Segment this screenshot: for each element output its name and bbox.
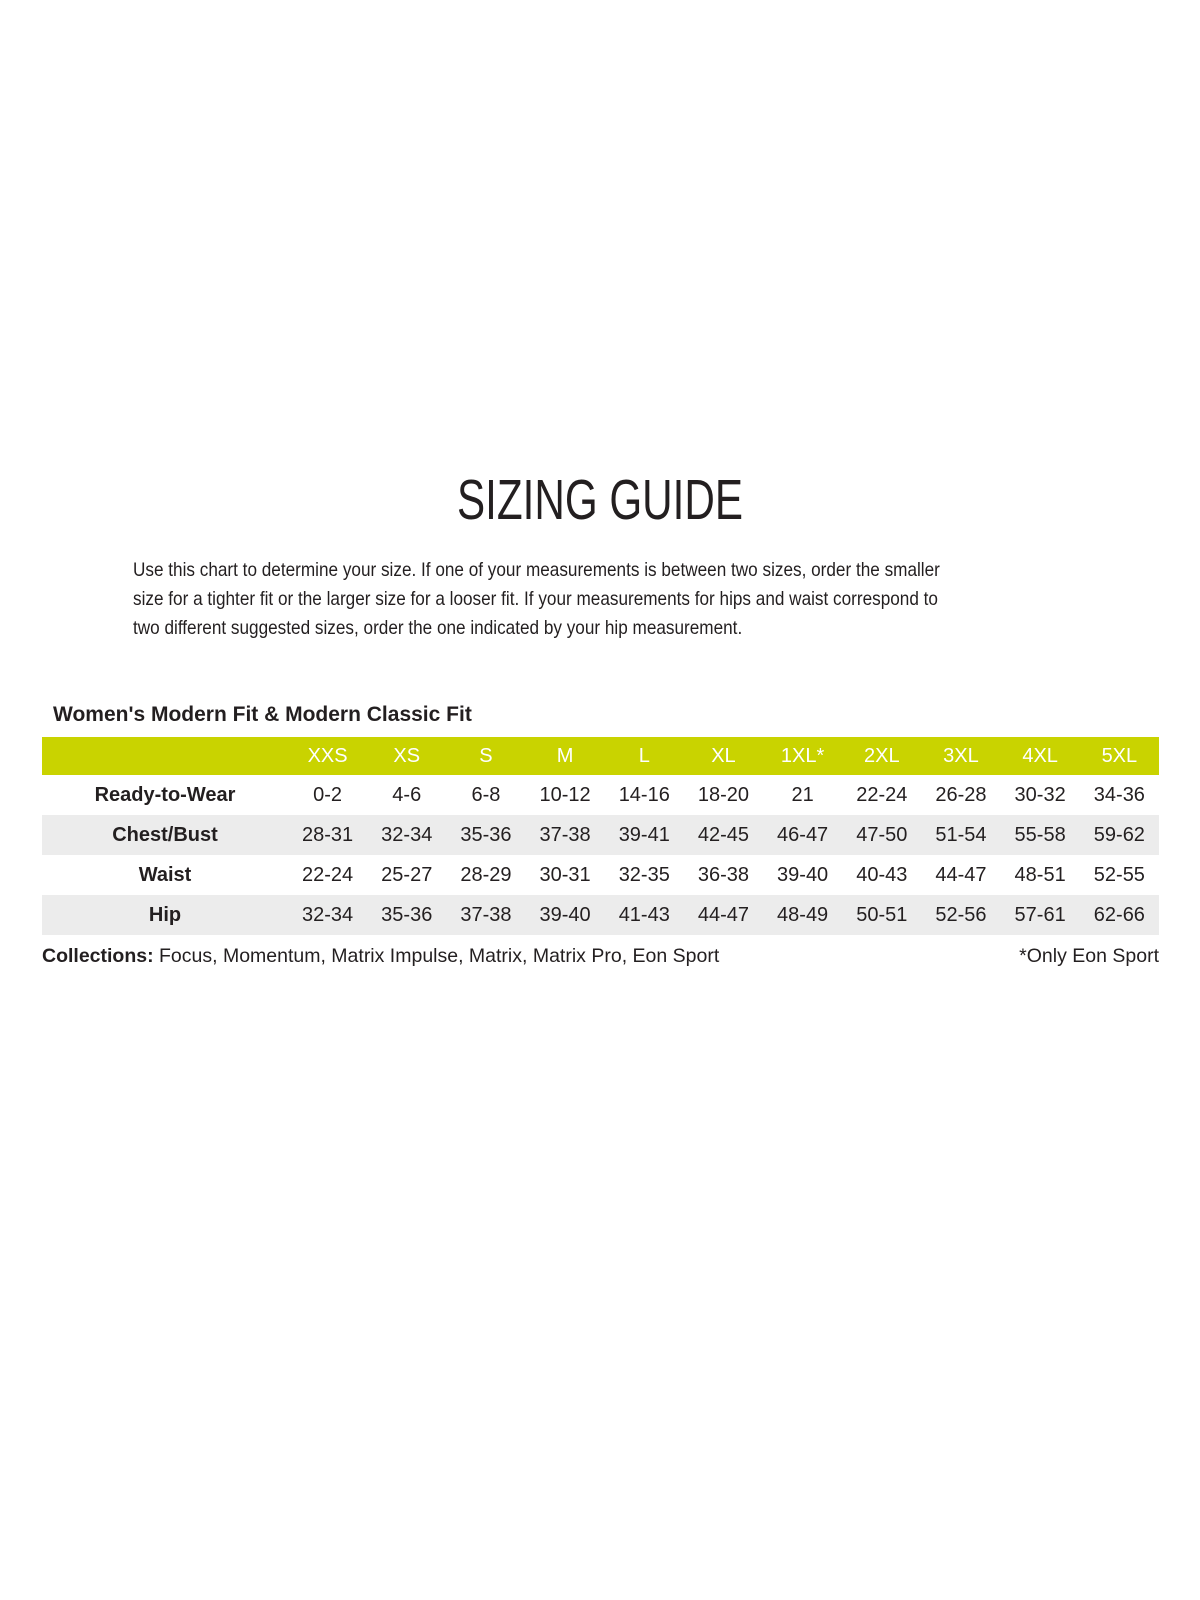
header-spacer-cell [42,737,288,775]
column-header-xxs: XXS [288,737,367,775]
section-heading: Women's Modern Fit & Modern Classic Fit [53,703,472,726]
size-cell: 14-16 [618,783,670,806]
column-header-3xl: 3XL [921,737,1000,775]
size-cell: 40-43 [856,863,908,886]
size-cell: 25-27 [381,863,433,886]
size-cell: 51-54 [935,823,987,846]
size-cell: 0-2 [313,783,343,806]
table-footer [42,944,1159,968]
page-title: SIZING GUIDE [457,468,743,532]
size-cell: 36-38 [697,863,750,886]
size-cell: 52-56 [935,903,987,926]
table-row-ready-to-wear [42,775,1159,815]
size-cell: 44-47 [697,903,750,926]
size-cell: 28-29 [460,863,512,886]
size-cell: 37-38 [539,823,591,846]
size-cell: 6-8 [471,783,501,806]
size-cell: 47-50 [856,823,908,846]
size-cell: 35-36 [381,903,433,926]
row-label: Ready-to-Wear [94,783,236,806]
size-cell: 34-36 [1093,783,1145,806]
column-header-5xl: 5XL [1080,737,1159,775]
size-cell: 32-34 [381,823,433,846]
table-row-chest-bust [42,815,1159,855]
size-cell: 32-34 [302,903,354,926]
size-cell: 48-51 [1014,863,1066,886]
size-chart-table [42,737,1159,935]
size-cell: 10-12 [539,783,591,806]
size-cell: 41-43 [618,903,670,926]
row-label: Waist [138,863,192,886]
size-cell: 44-47 [935,863,987,886]
column-header-1xl: 1XL* [763,737,842,775]
row-label: Hip [148,903,182,926]
size-cell: 50-51 [856,903,908,926]
column-header-m: M [526,737,605,775]
column-header-4xl: 4XL [1001,737,1080,775]
size-cell: 48-49 [777,903,829,926]
size-cell: 21 [791,783,814,806]
table-row-hip [42,895,1159,935]
size-cell: 37-38 [460,903,512,926]
size-cell: 28-31 [302,823,354,846]
intro-line: size for a tighter fit or the larger size for a looser fit. If your measurements for hips and waist correspond to [133,588,938,610]
column-header-2xl: 2XL [842,737,921,775]
size-cell: 52-55 [1093,863,1145,886]
size-cell: 59-62 [1093,823,1145,846]
size-cell: 39-40 [777,863,829,886]
size-cell: 39-40 [539,903,591,926]
size-header-row [42,737,1159,775]
column-header-s: S [446,737,525,775]
column-header-xl: XL [684,737,763,775]
size-cell: 26-28 [935,783,987,806]
size-cell: 30-32 [1014,783,1066,806]
size-cell: 35-36 [460,823,512,846]
size-cell: 32-35 [618,863,670,886]
row-label: Chest/Bust [112,823,218,846]
size-cell: 30-31 [539,863,591,886]
intro-line: Use this chart to determine your size. If one of your measurements is between two sizes, order the smaller [133,559,940,581]
size-cell: 22-24 [302,863,354,886]
size-cell: 4-6 [392,783,422,806]
size-cell: 22-24 [856,783,908,806]
size-cell: 62-66 [1093,903,1145,926]
size-cell: 55-58 [1014,823,1066,846]
size-cell: 42-45 [697,823,750,846]
size-cell: 46-47 [777,823,829,846]
intro-line: two different suggested sizes, order the one indicated by your hip measurement. [133,617,743,639]
column-header-l: L [605,737,684,775]
collections-label: Collections: [42,945,154,967]
column-header-xs: XS [367,737,446,775]
table-row-waist [42,855,1159,895]
footnote: *Only Eon Sport [1019,945,1159,967]
size-cell: 39-41 [618,823,670,846]
collections-list: Focus, Momentum, Matrix Impulse, Matrix, Matrix Pro, Eon Sport [153,945,720,967]
collections-note [42,944,719,968]
intro-paragraph [133,556,940,643]
size-cell: 57-61 [1014,903,1066,926]
size-cell: 18-20 [697,783,750,806]
